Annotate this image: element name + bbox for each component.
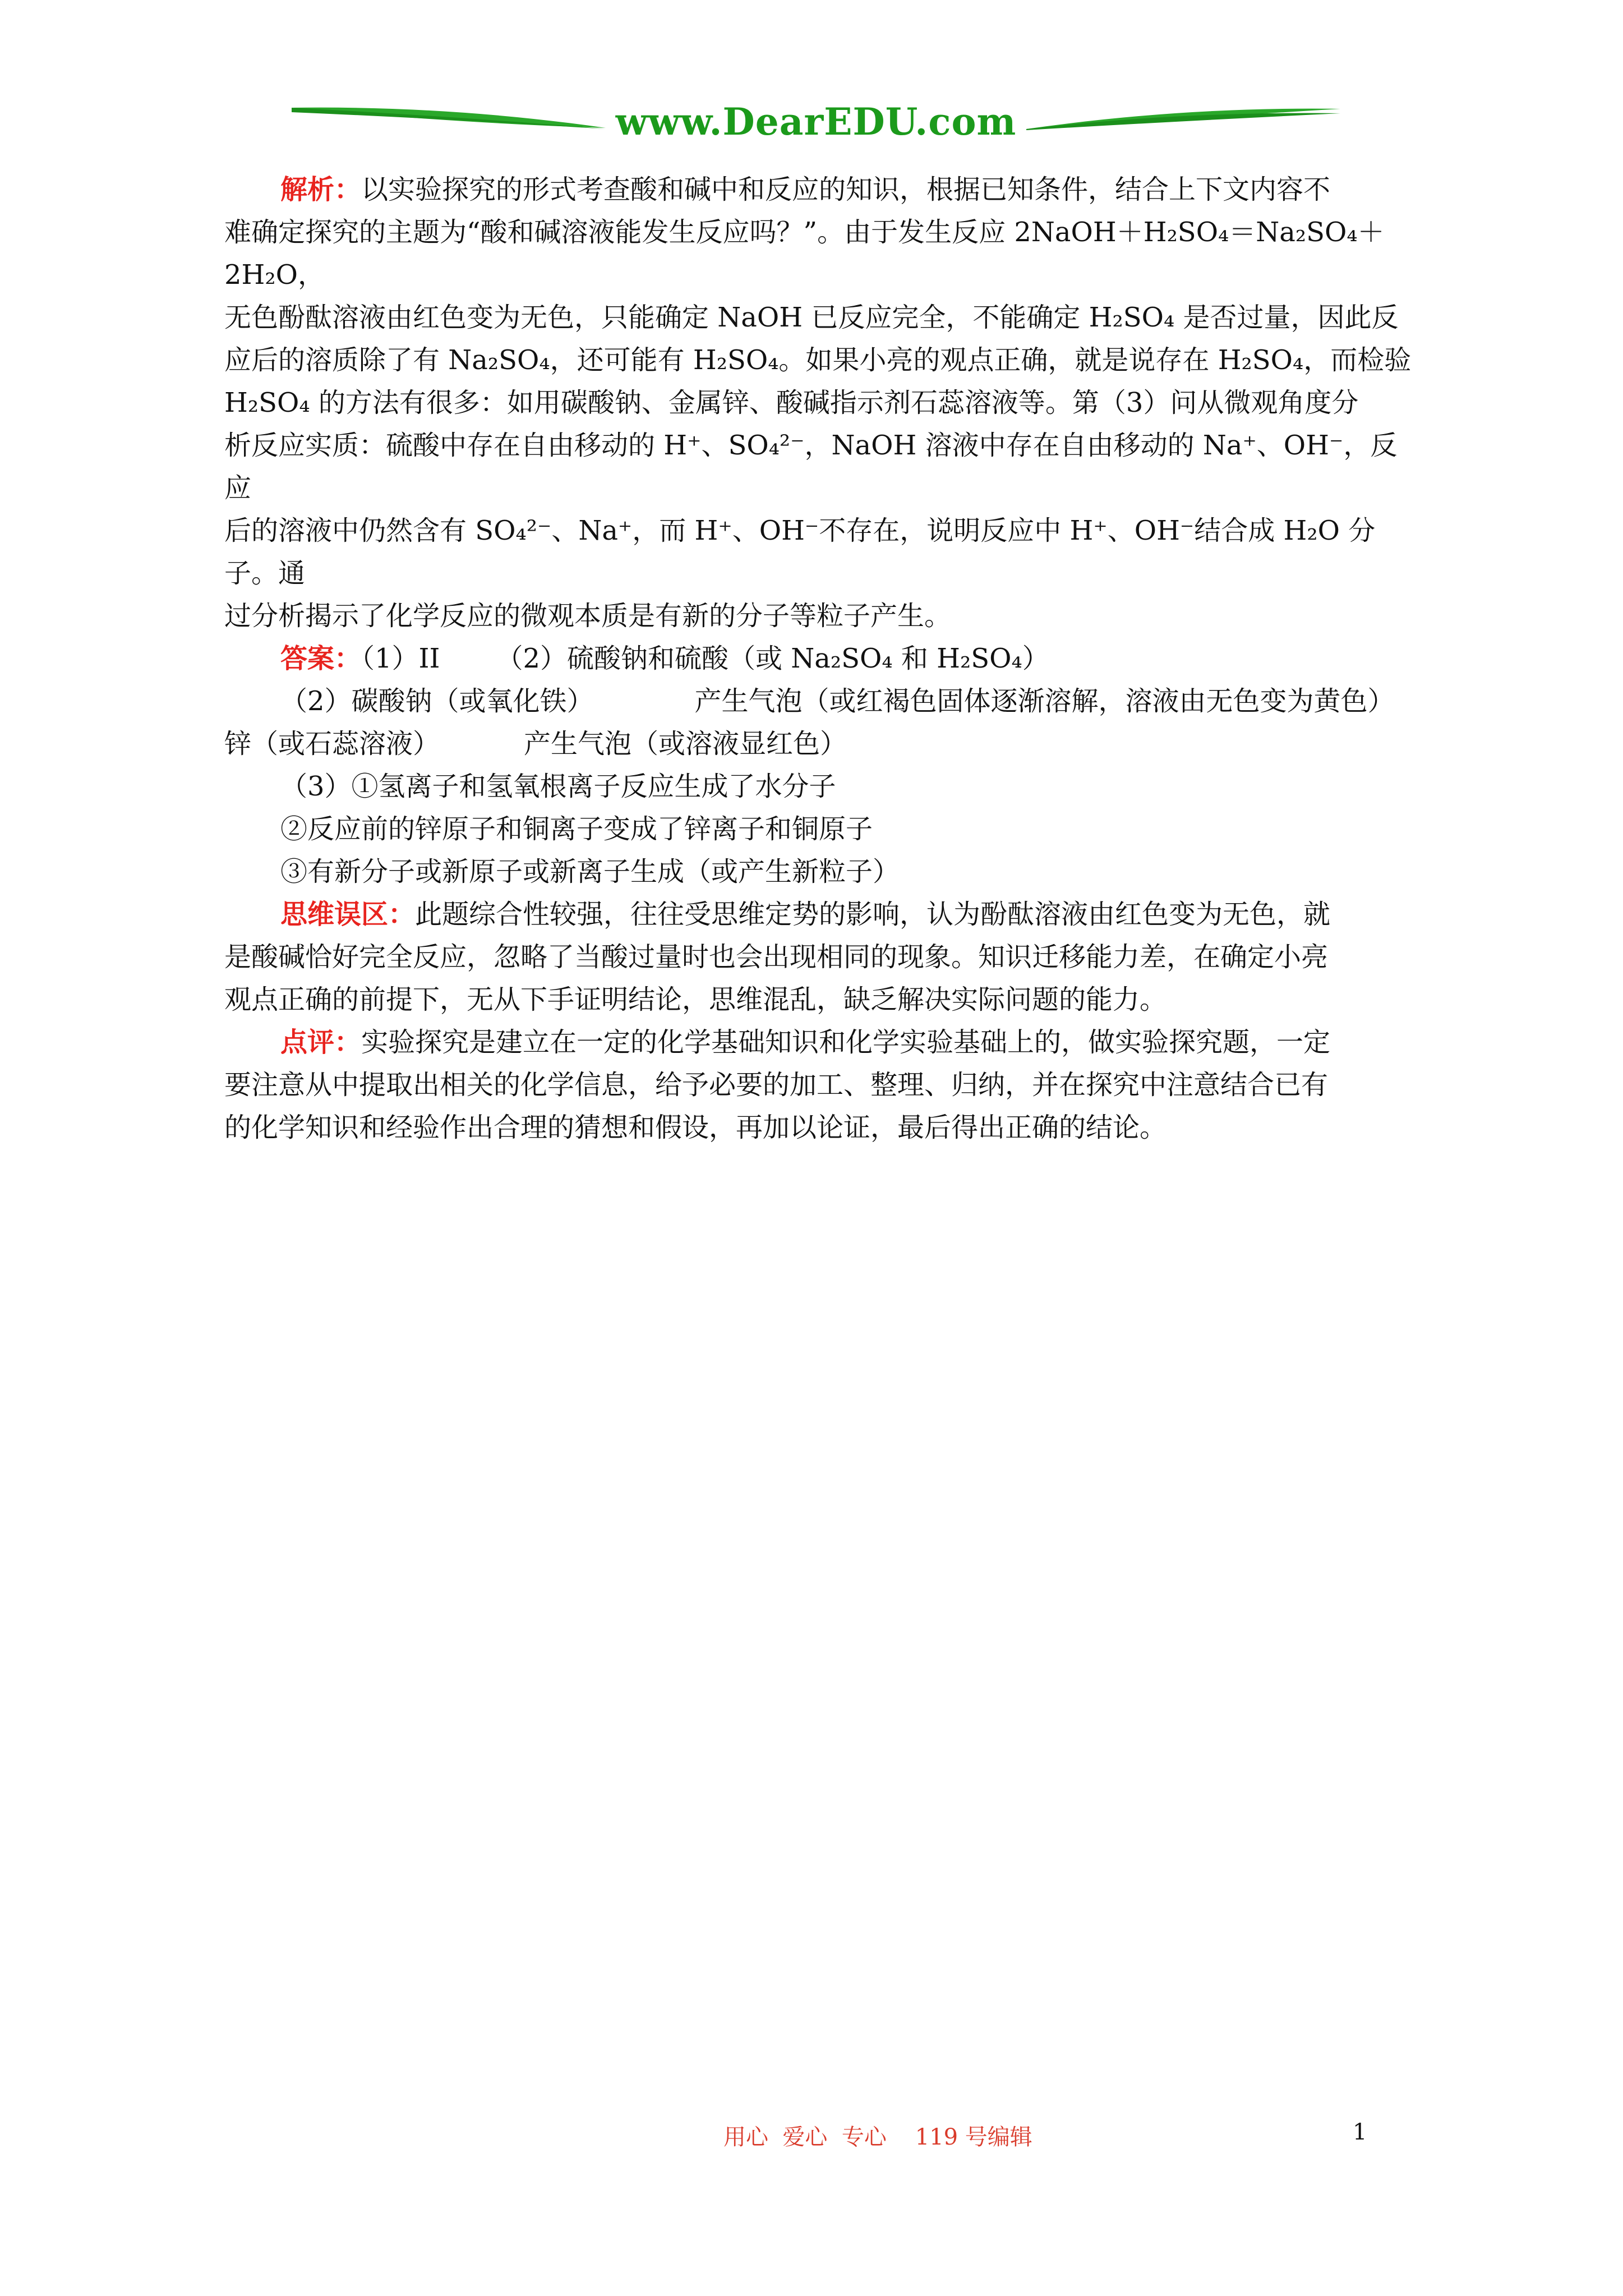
analysis-label: 解析： bbox=[280, 174, 362, 205]
analysis-line: 析反应实质：硫酸中存在自由移动的 H⁺、SO₄²⁻，NaOH 溶液中存在自由移动的 Na⁺、OH⁻，反应 bbox=[224, 430, 1398, 504]
analysis-section bbox=[224, 168, 1413, 637]
misconception-line bbox=[224, 893, 1413, 936]
answer-q2: （2）硫酸钠和硫酸（或 Na₂SO₄ 和 H₂SO₄） bbox=[496, 643, 1049, 674]
answer-line: ②反应前的锌原子和铜离子变成了锌离子和铜原子 bbox=[280, 813, 873, 845]
answer-reagent: （2）碳酸钠（或氧化铁） bbox=[280, 685, 594, 717]
answer-label: 答案： bbox=[280, 643, 362, 674]
answer-line bbox=[224, 680, 1413, 723]
comment-line: 的化学知识和经验作出合理的猜想和假设，再加以论证，最后得出正确的结论。 bbox=[224, 1112, 1167, 1143]
analysis-line: 应后的溶质除了有 Na₂SO₄，还可能有 H₂SO₄。如果小亮的观点正确，就是说存在 H₂SO₄，而检验 bbox=[224, 344, 1412, 376]
misconception-label: 思维误区： bbox=[280, 899, 416, 930]
answer-reagent: 锌（或石蕊溶液） bbox=[224, 728, 440, 760]
footer-text: 用心 爱心 专心 119 号编辑 bbox=[723, 2124, 1032, 2150]
answer-phenomenon: 产生气泡（或红褐色固体逐渐溶解，溶液由无色变为黄色） bbox=[694, 685, 1395, 717]
answer-line bbox=[224, 723, 1413, 765]
answer-line: ③有新分子或新原子或新离子生成（或产生新粒子） bbox=[280, 856, 900, 887]
analysis-line: 后的溶液中仍然含有 SO₄²⁻、Na⁺，而 H⁺、OH⁻不存在，说明反应中 H⁺、OH⁻结合成 H₂O 分子。通 bbox=[224, 515, 1376, 589]
answer-section bbox=[224, 637, 1413, 893]
analysis-line: 难确定探究的主题为“酸和碱溶液能发生反应吗？”。由于发生反应 2NaOH＋H₂SO₄＝Na₂SO₄＋2H₂O， bbox=[224, 217, 1385, 291]
answer-line: （3）①氢离子和氢氧根离子反应生成了水分子 bbox=[280, 771, 836, 802]
misconception-section bbox=[224, 893, 1413, 1021]
analysis-line: H₂SO₄ 的方法有很多：如用碳酸钠、金属锌、酸碱指示剂石蕊溶液等。第（3）问从微观角度分 bbox=[224, 387, 1359, 418]
brand-url[interactable]: www.DearEDU.com bbox=[615, 100, 1017, 144]
misconception-line: 是酸碱恰好完全反应，忽略了当酸过量时也会出现相同的现象。知识迁移能力差，在确定小亮 bbox=[224, 941, 1329, 973]
comment-text: 实验探究是建立在一定的化学基础知识和化学实验基础上的，做实验探究题，一定 bbox=[361, 1027, 1331, 1058]
misconception-text: 此题综合性较强，往往受思维定势的影响，认为酚酞溶液由红色变为无色，就 bbox=[415, 899, 1331, 930]
page-header bbox=[292, 84, 1340, 151]
comment-line bbox=[224, 1021, 1413, 1064]
comment-label: 点评： bbox=[280, 1027, 362, 1058]
analysis-text: 以实验探究的形式考查酸和碱中和反应的知识，根据已知条件，结合上下文内容不 bbox=[361, 174, 1331, 205]
comment-line: 要注意从中提取出相关的化学信息，给予必要的加工、整理、归纳，并在探究中注意结合已有 bbox=[224, 1069, 1329, 1101]
answer-q1: （1）II bbox=[361, 643, 440, 674]
page-number: 1 bbox=[1353, 2119, 1367, 2145]
answer-phenomenon: 产生气泡（或溶液显红色） bbox=[524, 728, 847, 760]
answer-line bbox=[224, 637, 1413, 680]
comment-section bbox=[224, 1021, 1413, 1149]
document-body bbox=[224, 168, 1413, 1149]
misconception-line: 观点正确的前提下，无从下手证明结论，思维混乱，缺乏解决实际问题的能力。 bbox=[224, 984, 1167, 1015]
analysis-line bbox=[224, 168, 1413, 211]
analysis-line: 无色酚酞溶液由红色变为无色，只能确定 NaOH 已反应完全，不能确定 H₂SO₄ 是否过量，因此反 bbox=[224, 302, 1399, 333]
analysis-line: 过分析揭示了化学反应的微观本质是有新的分子等粒子产生。 bbox=[224, 600, 952, 632]
